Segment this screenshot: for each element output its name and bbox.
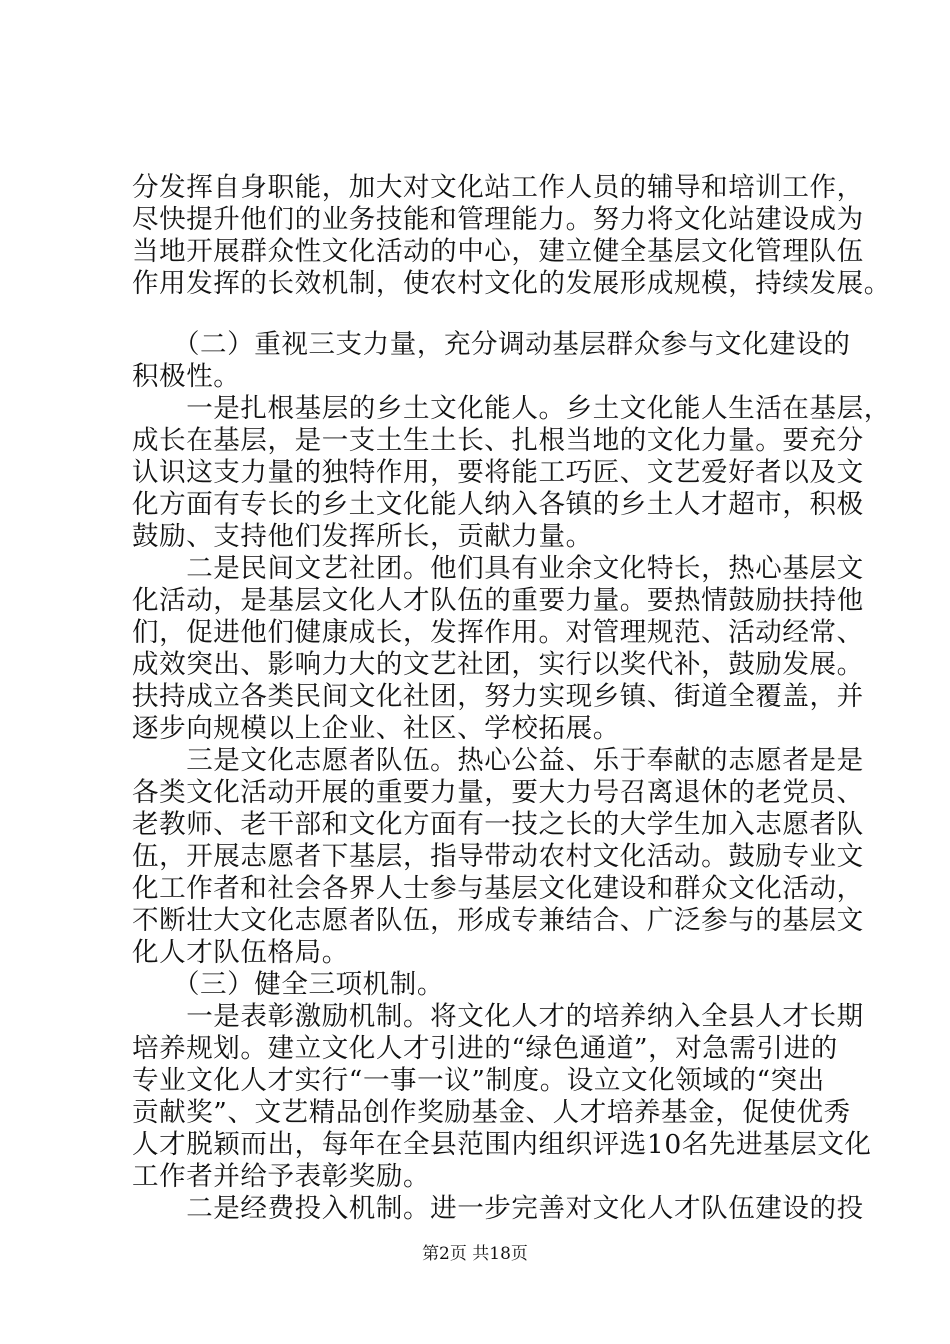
text-line: 化方面有专长的乡土文化能人纳入各镇的乡土人才超市，积极: [132, 489, 864, 520]
section-heading-2: （二）重视三支力量，充分调动基层群众参与文化建设的: [132, 329, 851, 360]
text-line: 专业文化人才实行“一事一议”制度。设立文化领域的“突出: [132, 1065, 825, 1096]
text-line: 培养规划。建立文化人才引进的“绿色通道”，对急需引进的: [132, 1033, 838, 1064]
text-line: 一是扎根基层的乡土文化能人。乡土文化能人生活在基层，: [132, 393, 891, 424]
text-line: 化工作者和社会各界人士参与基层文化建设和群众文化活动，: [132, 873, 864, 904]
text-line: 三是文化志愿者队伍。热心公益、乐于奉献的志愿者是是: [132, 745, 864, 776]
text-line: 当地开展群众性文化活动的中心，建立健全基层文化管理队伍: [132, 236, 864, 267]
text-line: 们，促进他们健康成长，发挥作用。对管理规范、活动经常、: [132, 617, 864, 648]
page-number-footer: 第2页 共18页: [422, 1244, 528, 1264]
text-line: 化活动，是基层文化人才队伍的重要力量。要热情鼓励扶持他: [132, 585, 864, 616]
text-line: 老教师、老干部和文化方面有一技之长的大学生加入志愿者队: [132, 809, 864, 840]
text-line: 各类文化活动开展的重要力量，要大力号召离退休的老党员、: [132, 777, 864, 808]
text-line: 二是民间文艺社团。他们具有业余文化特长，热心基层文: [132, 553, 864, 584]
text-line: 成长在基层，是一支土生土长、扎根当地的文化力量。要充分: [132, 425, 864, 456]
text-line: 不断壮大文化志愿者队伍，形成专兼结合、广泛参与的基层文: [132, 905, 864, 936]
text-line: 贡献奖”、文艺精品创作奖励基金、人才培养基金，促使优秀: [132, 1097, 851, 1128]
text-line: 二是经费投入机制。进一步完善对文化人才队伍建设的投: [132, 1193, 864, 1224]
text-line: 伍，开展志愿者下基层，指导带动农村文化活动。鼓励专业文: [132, 841, 864, 872]
text-line: 一是表彰激励机制。将文化人才的培养纳入全县人才长期: [132, 1001, 864, 1032]
text-line: 尽快提升他们的业务技能和管理能力。努力将文化站建设成为: [132, 204, 864, 235]
text-line: 鼓励、支持他们发挥所长，贡献力量。: [132, 521, 593, 552]
text-line: 作用发挥的长效机制，使农村文化的发展形成规模，持续发展。: [132, 268, 891, 299]
text-line: 积极性。: [132, 361, 241, 392]
text-line: 逐步向规模以上企业、社区、学校拓展。: [132, 713, 620, 744]
section-heading-3: （三）健全三项机制。: [132, 969, 444, 1000]
text-line: 人才脱颖而出，每年在全县范围内组织评选10名先进基层文化: [132, 1129, 872, 1160]
text-line: 成效突出、影响力大的文艺社团，实行以奖代补，鼓励发展。: [132, 649, 864, 680]
text-line: 分发挥自身职能，加大对文化站工作人员的辅导和培训工作，: [132, 172, 864, 203]
text-line: 化人才队伍格局。: [132, 937, 349, 968]
text-line: 扶持成立各类民间文化社团，努力实现乡镇、街道全覆盖，并: [132, 681, 864, 712]
text-line: 认识这支力量的独特作用，要将能工巧匠、文艺爱好者以及文: [132, 457, 864, 488]
text-line: 工作者并给予表彰奖励。: [132, 1161, 431, 1192]
